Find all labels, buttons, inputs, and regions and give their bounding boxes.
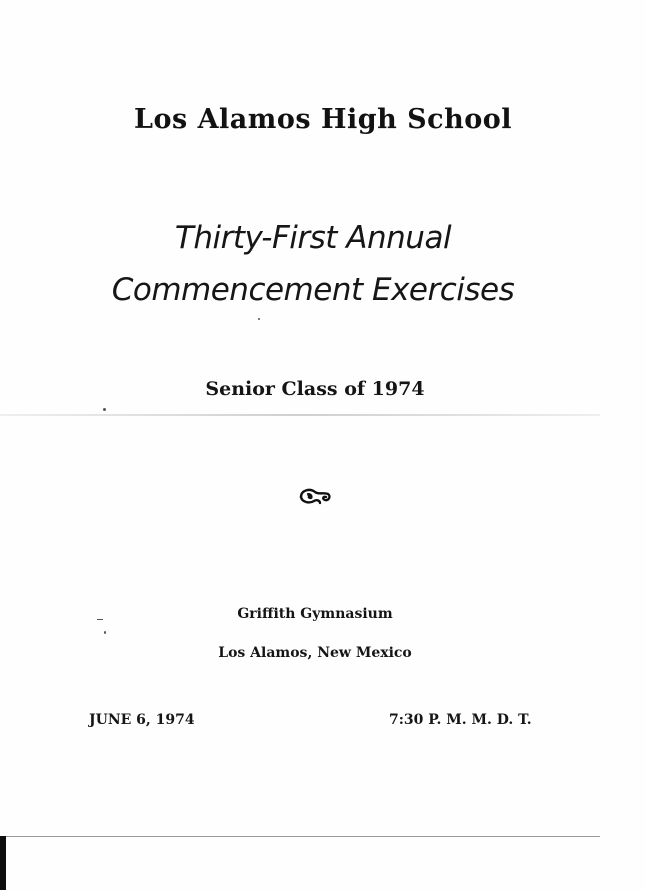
event-time: 7:30 P. M. M. D. T. [389,712,532,728]
bottom-rule [0,836,600,837]
senior-class: Senior Class of 1974 [205,378,425,400]
scroll-ornament-icon [298,486,332,508]
speck-mark [258,318,260,320]
school-name: Los Alamos High School [134,104,512,135]
event-date: JUNE 6, 1974 [89,712,195,728]
speck-mark [104,631,106,634]
title-line-2: Commencement Exercises [111,272,515,308]
venue-name: Griffith Gymnasium [237,606,393,622]
left-edge-bar [0,836,6,890]
venue-location: Los Alamos, New Mexico [218,645,412,661]
title-line-1: Thirty-First Annual [174,220,452,256]
speck-mark [97,619,103,620]
speck-mark [103,408,106,411]
fold-line [0,414,600,416]
